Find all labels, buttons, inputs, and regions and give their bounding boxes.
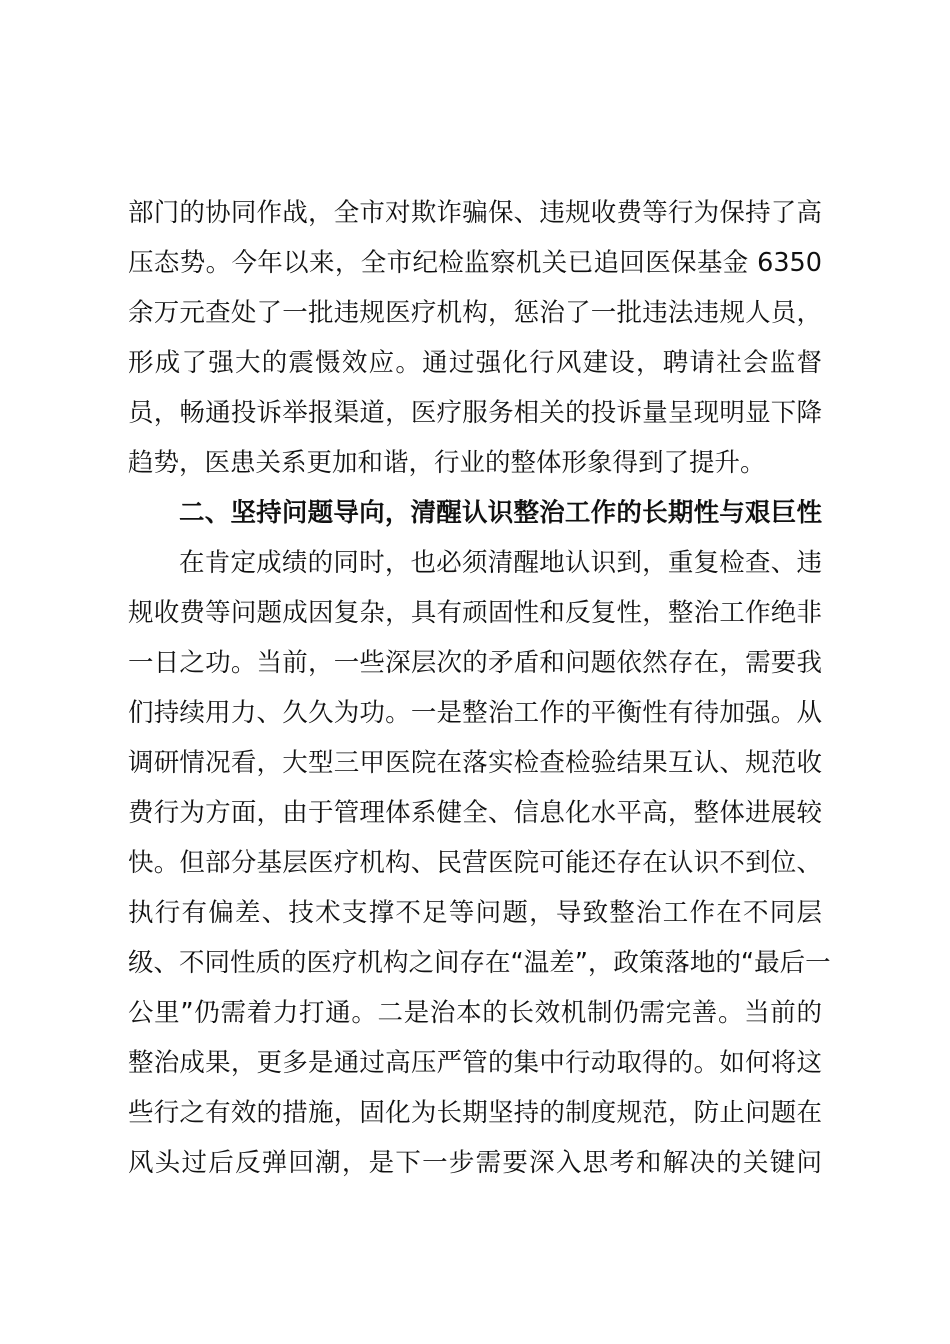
paragraph-line: 部门的协同作战，全市对欺诈骗保、违规收费等行为保持了高 (128, 198, 822, 228)
paragraph-line: 余万元查处了一批违规医疗机构，惩治了一批违法违规人员， (128, 298, 822, 328)
paragraph-line: 趋势，医患关系更加和谐，行业的整体形象得到了提升。 (128, 448, 766, 478)
paragraph-line: 们持续用力、久久为功。一是整治工作的平衡性有待加强。从 (128, 698, 822, 728)
paragraph-line: 在肯定成绩的同时，也必须清醒地认识到，重复检查、违 (179, 548, 822, 578)
paragraph-line: 员，畅通投诉举报渠道，医疗服务相关的投诉量呈现明显下降 (128, 398, 822, 428)
section-heading: 二、坚持问题导向，清醒认识整治工作的长期性与艰巨性 (179, 498, 822, 528)
paragraph-line: 些行之有效的措施，固化为长期坚持的制度规范，防止问题在 (128, 1098, 822, 1128)
paragraph-line: 规收费等问题成因复杂，具有顽固性和反复性，整治工作绝非 (128, 598, 822, 628)
paragraph-line: 一日之功。当前，一些深层次的矛盾和问题依然存在，需要我 (128, 648, 822, 678)
paragraph-line: 压态势。今年以来，全市纪检监察机关已追回医保基金 6350 (128, 248, 822, 278)
paragraph-line: 公里”仍需着力打通。二是治本的长效机制仍需完善。当前的 (128, 998, 822, 1028)
paragraph-line: 形成了强大的震慑效应。通过强化行风建设，聘请社会监督 (128, 348, 822, 378)
document-page (128, 188, 831, 1188)
paragraph-line: 快。但部分基层医疗机构、民营医院可能还存在认识不到位、 (128, 848, 822, 878)
paragraph-line: 级、不同性质的医疗机构之间存在“温差”，政策落地的“最后一 (128, 948, 831, 978)
paragraph-line: 调研情况看，大型三甲医院在落实检查检验结果互认、规范收 (128, 748, 822, 778)
paragraph-line: 风头过后反弹回潮，是下一步需要深入思考和解决的关键问 (128, 1148, 822, 1178)
paragraph-line: 执行有偏差、技术支撑不足等问题，导致整治工作在不同层 (128, 898, 822, 928)
paragraph-line: 费行为方面，由于管理体系健全、信息化水平高，整体进展较 (128, 798, 822, 828)
paragraph-line: 整治成果，更多是通过高压严管的集中行动取得的。如何将这 (128, 1048, 822, 1078)
